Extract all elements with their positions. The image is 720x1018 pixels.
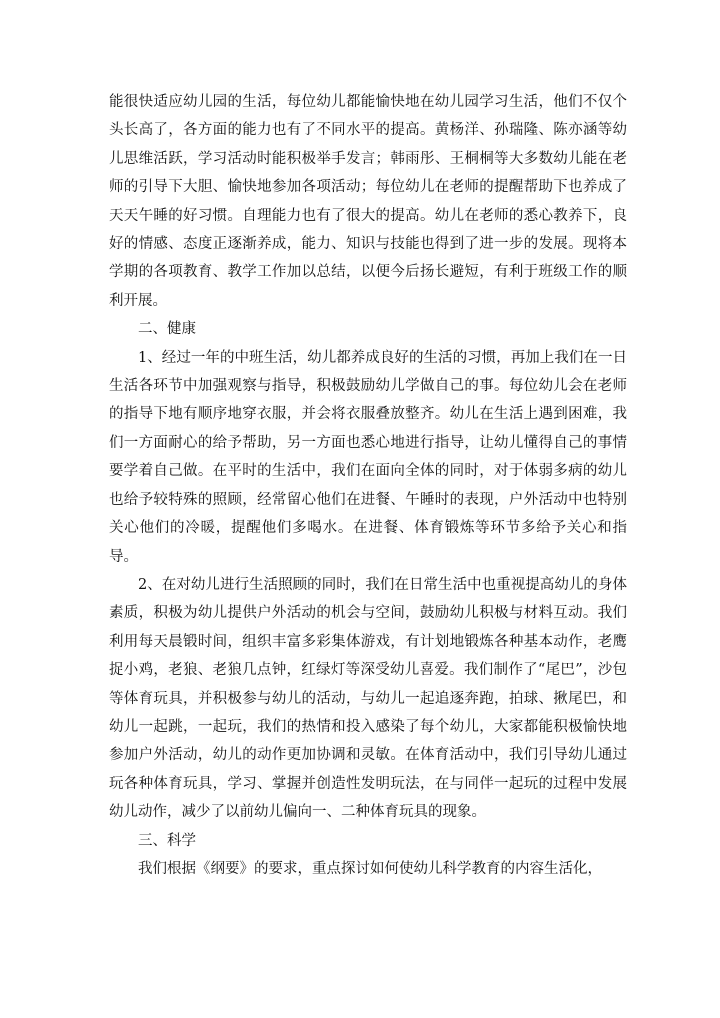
health-paragraph-1: 1、经过一年的中班生活，幼儿都养成良好的生活的习惯，再加上我们在一日生活各环节中加强观察与指导，积极鼓励幼儿学做自己的事。每位幼儿会在老师的指导下地有顺序地穿衣服，并会将衣服叠放整齐。幼儿在生活上遇到困难，我们一方面耐心的给予帮助，另一方面也悉心地进行指导，让幼儿懂得自己的事情要学着自己做。在平时的生活中，我们在面向全体的同时，对于体弱多病的幼儿也给予较特殊的照顾，经常留心他们在进餐、午睡时的表现，户外活动中也特别关心他们的冷暖，提醒他们多喝水。在进餐、体育锻炼等环节多给予关心和指导。	[109, 349, 627, 565]
science-paragraph-1: 我们根据《纲要》的要求，重点探讨如何使幼儿科学教育的内容生活化，	[138, 860, 602, 877]
document-body	[109, 88, 627, 883]
section-heading-health: 二、健康	[138, 321, 196, 338]
section-heading-science: 三、科学	[138, 832, 196, 849]
intro-paragraph: 能很快适应幼儿园的生活，每位幼儿都能愉快地在幼儿园学习生活，他们不仅个头长高了，各方面的能力也有了不同水平的提高。黄杨洋、孙瑞隆、陈亦涵等幼儿思维活跃，学习活动时能积极举手发言；韩雨彤、王桐桐等大多数幼儿能在老师的引导下大胆、愉快地参加各项活动；每位幼儿在老师的提醒帮助下也养成了天天午睡的好习惯。自理能力也有了很大的提高。幼儿在老师的悉心教养下，良好的情感、态度正逐渐养成，能力、知识与技能也得到了进一步的发展。现将本学期的各项教育、教学工作加以总结，以便今后扬长避短，有利于班级工作的顺利开展。	[109, 94, 627, 309]
health-paragraph-2: 2、在对幼儿进行生活照顾的同时，我们在日常生活中也重视提高幼儿的身体素质，积极为幼儿提供户外活动的机会与空间，鼓励幼儿积极与材料互动。我们利用每天晨锻时间，组织丰富多彩集体游戏，有计划地锻炼各种基本动作，老鹰捉小鸡，老狼、老狼几点钟，红绿灯等深受幼儿喜爱。我们制作了“尾巴”，沙包等体育玩具，并积极参与幼儿的活动，与幼儿一起追逐奔跑，拍球、揪尾巴，和幼儿一起跳，一起玩，我们的热情和投入感染了每个幼儿，大家都能积极愉快地参加户外活动，幼儿的动作更加协调和灵敏。在体育活动中，我们引导幼儿通过玩各种体育玩具，学习、掌握并创造性发明玩法，在与同伴一起玩的过程中发展幼儿动作，减少了以前幼儿偏向一、二种体育玩具的现象。	[109, 576, 627, 821]
